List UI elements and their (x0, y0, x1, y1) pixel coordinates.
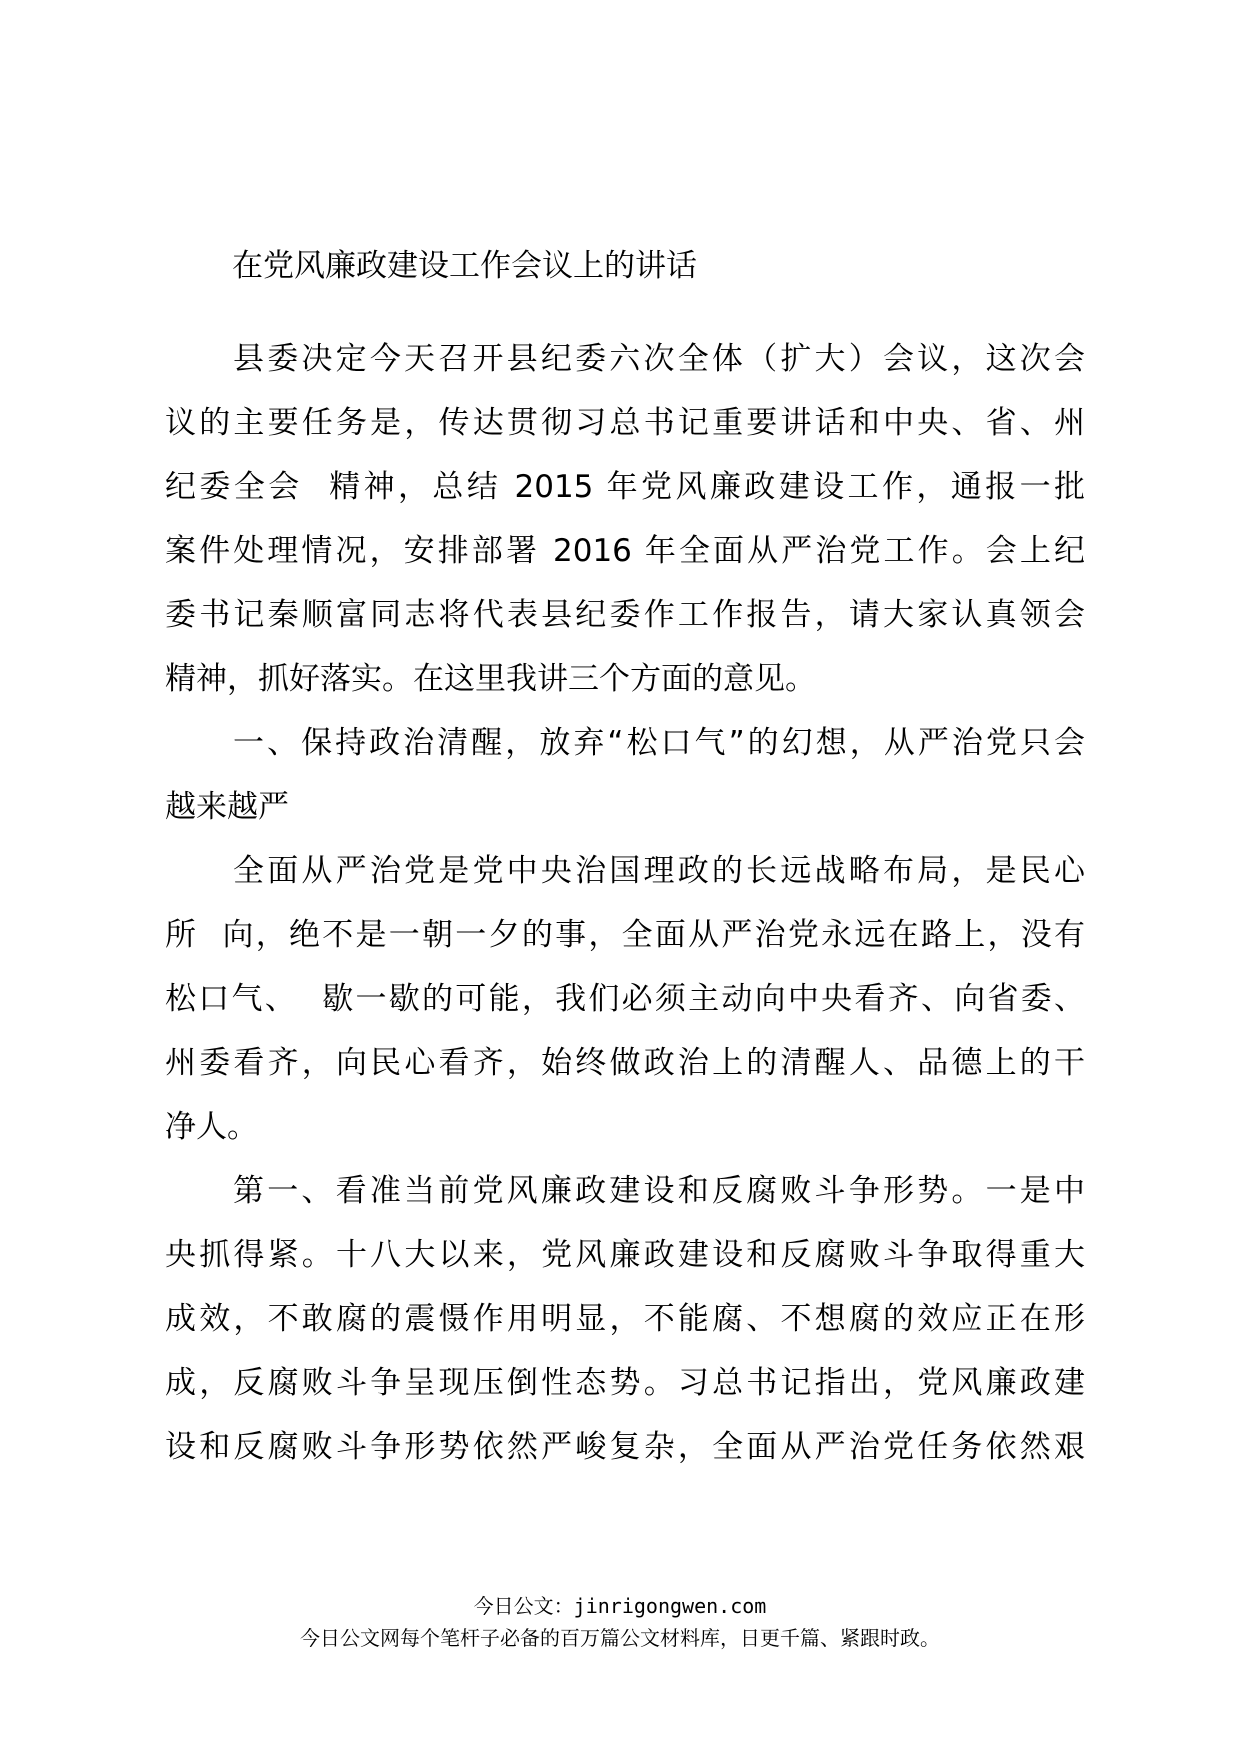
text-line: 所 向，绝不是一朝一夕的事，全面从严治党永远在路上，没有 (165, 917, 1085, 953)
document-title: 在党风廉政建设工作会议上的讲话 (232, 248, 697, 284)
text-line: 松口气、 歇一歇的可能，我们必须主动向中央看齐、向省委、 (165, 981, 1085, 1017)
section-heading-one (165, 711, 1085, 839)
paragraph-situation (165, 1159, 1085, 1479)
text-line: 一、保持政治清醒，放弃“松口气”的幻想，从严治党只会 (233, 725, 1085, 761)
text-line: 州委看齐，向民心看齐，始终做政治上的清醒人、品德上的干 (165, 1045, 1085, 1081)
footer-site-url[interactable]: jinrigongwen.com (573, 1594, 767, 1618)
paragraph-strict-governance (165, 839, 1085, 1159)
text-line: 案件处理情况，安排部署 2016 年全面从严治党工作。会上纪 (165, 533, 1085, 569)
text-line: 全面从严治党是党中央治国理政的长远战略布局，是民心 (233, 853, 1085, 889)
text-line: 净人。 (165, 1109, 258, 1145)
text-line: 成效，不敢腐的震慑作用明显，不能腐、不想腐的效应正在形 (165, 1301, 1085, 1337)
text-line: 议的主要任务是，传达贯彻习总书记重要讲话和中央、省、州 (165, 405, 1085, 441)
text-line: 央抓得紧。十八大以来，党风廉政建设和反腐败斗争取得重大 (165, 1237, 1085, 1273)
text-line: 越来越严 (165, 789, 289, 825)
text-line: 县委决定今天召开县纪委六次全体（扩大）会议，这次会 (233, 341, 1085, 377)
text-line: 精神，抓好落实。在这里我讲三个方面的意见。 (165, 661, 816, 697)
text-line: 纪委全会 精神，总结 2015 年党风廉政建设工作，通报一批 (165, 469, 1085, 505)
footer-tagline: 今日公文网每个笔杆子必备的百万篇公文材料库，日更千篇、紧跟时政。 (300, 1626, 940, 1650)
paragraph-opening (165, 327, 1085, 711)
text-line: 第一、看准当前党风廉政建设和反腐败斗争形势。一是中 (233, 1173, 1085, 1209)
text-line: 委书记秦顺富同志将代表县纪委作工作报告，请大家认真领会 (165, 597, 1085, 633)
text-line: 成，反腐败斗争呈现压倒性态势。习总书记指出，党风廉政建 (165, 1365, 1085, 1401)
footer-site-line (0, 1591, 1240, 1621)
text-line: 设和反腐败斗争形势依然严峻复杂，全面从严治党任务依然艰 (165, 1429, 1085, 1465)
footer-site-label: 今日公文： (473, 1594, 574, 1618)
